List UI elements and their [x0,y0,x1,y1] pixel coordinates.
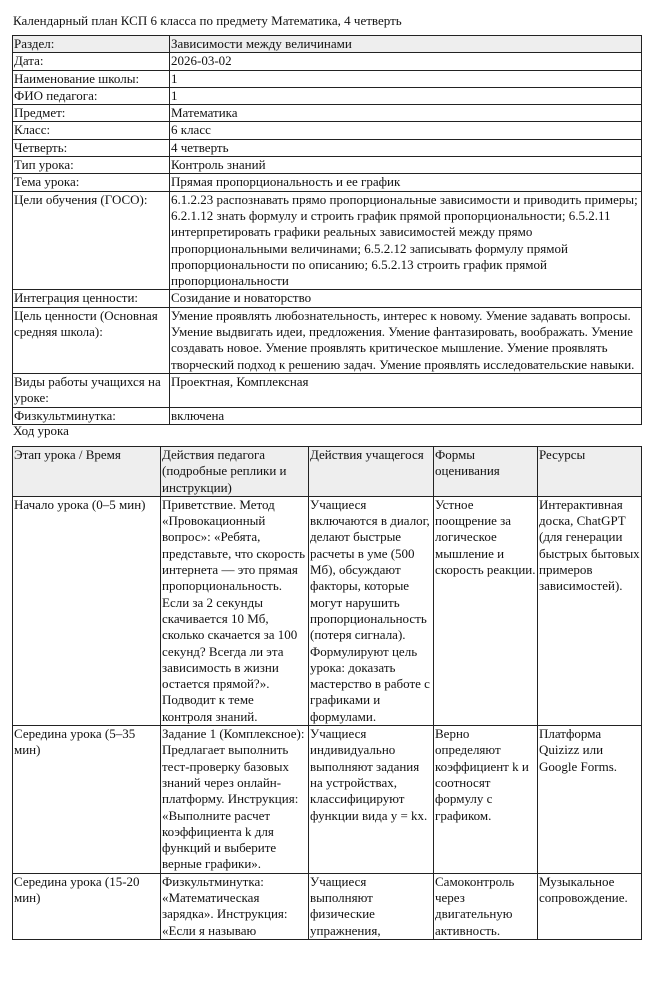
page-title: Календарный план КСП 6 класса по предмету Математика, 4 четверть [13,13,402,28]
table-cell: Учащиеся включаются в диалог, делают быстрые расчеты в уме (500 Мб), обсуждают факторы, которые могут нарушить пропорциональность (потеря сигнала). Формулируют цель урока: доказать мастерство в работе с графиками и формулами. [309,496,434,725]
info-label: Раздел: [13,36,170,53]
table-cell: Начало урока (0–5 мин) [13,496,161,725]
info-row [13,122,642,139]
table-cell: Интерактивная доска, ChatGPT (для генерации быстрых бытовых примеров зависимостей). [538,496,642,725]
lesson-flow-table [12,446,642,940]
column-header: Действия учащегося [309,447,434,497]
info-label: Виды работы учащихся на уроке: [13,373,170,407]
info-value: 4 четверть [170,139,642,156]
info-row [13,105,642,122]
info-value: Проектная, Комплексная [170,373,642,407]
info-row [13,174,642,191]
info-label: ФИО педагога: [13,87,170,104]
table-row [13,496,642,725]
info-row [13,139,642,156]
info-value: 2026-03-02 [170,53,642,70]
info-label: Четверть: [13,139,170,156]
info-value: Контроль знаний [170,157,642,174]
info-value: 6.1.2.23 распознавать прямо пропорциональные зависимости и приводить примеры; 6.2.1.12 знать формулу и строить график прямой пропорциональности; 6.5.2.11 интерпретировать графики реальных зависимостей между прямо пропорциональными величинами; 6.5.2.12 записывать формулу прямой пропорциональности по описанию; 6.5.2.13 строить график прямой пропорциональности [170,191,642,290]
info-row [13,407,642,424]
info-row [13,53,642,70]
info-value: Зависимости между величинами [170,36,642,53]
table-row [13,873,642,939]
info-value: Умение проявлять любознательность, интерес к новому. Умение задавать вопросы. Умение выдвигать идеи, предложения. Умение фантазировать, воображать. Умение создавать новое. Умение проявлять критическое мышление. Умение проявлять творческий подход к решению задач. Умение проявлять исследовательские навыки. [170,307,642,373]
info-label: Физкультминутка: [13,407,170,424]
table-cell: Середина урока (5–35 мин) [13,726,161,874]
flow-header-row [13,447,642,497]
table-cell: Середина урока (15-20 мин) [13,873,161,939]
info-row [13,87,642,104]
table-row [13,726,642,874]
table-cell: Задание 1 (Комплексное): Предлагает выполнить тест-проверку базовых знаний через онлайн-платформу. Инструкция: «Выполните расчет коэффициента k для функций и выберите верные графики». [161,726,309,874]
table-cell: Музыкальное сопровождение. [538,873,642,939]
info-label: Предмет: [13,105,170,122]
table-cell: Самоконтроль через двигательную активность. [434,873,538,939]
info-label: Цель ценности (Основная средняя школа): [13,307,170,373]
table-cell: Учащиеся индивидуально выполняют задания на устройствах, классифицируют функции вида y = kx. [309,726,434,874]
info-row [13,373,642,407]
table-cell: Учащиеся выполняют физические упражнения, [309,873,434,939]
column-header: Формы оценивания [434,447,538,497]
info-label: Цели обучения (ГОСО): [13,191,170,290]
info-row [13,307,642,373]
info-label: Тип урока: [13,157,170,174]
info-row [13,191,642,290]
info-value: Математика [170,105,642,122]
info-value: Созидание и новаторство [170,290,642,307]
column-header: Этап урока / Время [13,447,161,497]
table-cell: Приветствие. Метод «Провокационный вопрос»: «Ребята, представьте, что скорость интернета — это прямая пропорциональность. Если за 2 секунды скачивается 10 Мб, сколько скачается за 100 секунд? Всегда ли эта зависимость в жизни остается прямой?». Подводит к теме контроля знаний. [161,496,309,725]
info-value: Прямая пропорциональность и ее график [170,174,642,191]
lesson-info-table [12,35,642,425]
info-value: 1 [170,70,642,87]
info-row [13,157,642,174]
info-label: Интеграция ценности: [13,290,170,307]
info-label: Дата: [13,53,170,70]
info-value: 6 класс [170,122,642,139]
info-row [13,290,642,307]
info-label: Класс: [13,122,170,139]
column-header: Действия педагога (подробные реплики и инструкции) [161,447,309,497]
lesson-flow-heading: Ход урока [13,423,69,438]
table-cell: Верно определяют коэффициент k и соотносят формулу с графиком. [434,726,538,874]
info-value: включена [170,407,642,424]
info-row [13,36,642,53]
table-cell: Физкультминутка: «Математическая зарядка». Инструкция: «Если я называю [161,873,309,939]
table-cell: Платформа Quizizz или Google Forms. [538,726,642,874]
table-cell: Устное поощрение за логическое мышление и скорость реакции. [434,496,538,725]
info-label: Наименование школы: [13,70,170,87]
info-row [13,70,642,87]
column-header: Ресурсы [538,447,642,497]
info-value: 1 [170,87,642,104]
info-label: Тема урока: [13,174,170,191]
